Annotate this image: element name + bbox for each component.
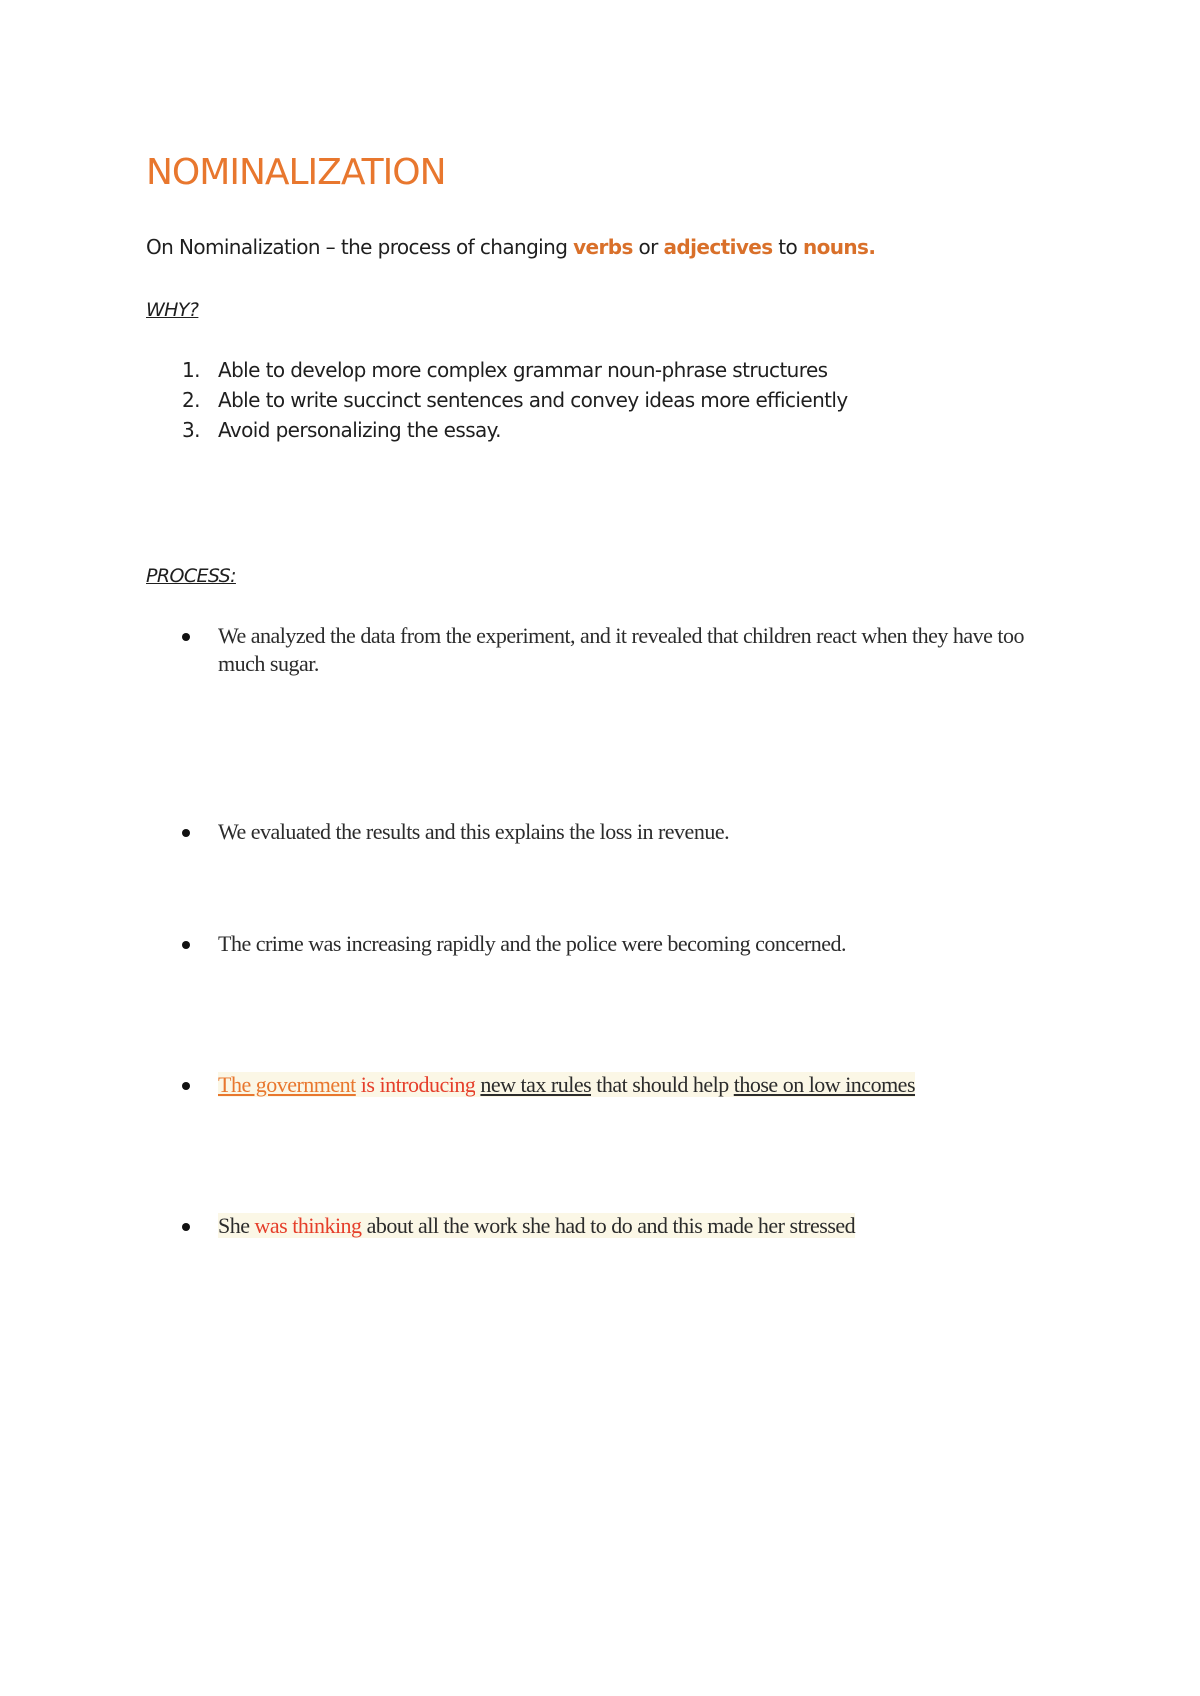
bullet-dot-icon bbox=[182, 1082, 190, 1090]
intro-prefix: On Nominalization – the process of changing bbox=[146, 235, 574, 259]
process-bullet-4 bbox=[182, 1071, 915, 1099]
bullet-text bbox=[218, 1071, 915, 1099]
noun-phrase-subject: The government bbox=[218, 1072, 356, 1097]
list-item bbox=[146, 355, 848, 385]
bullet-dot-icon bbox=[182, 941, 190, 949]
intro-to: to bbox=[772, 235, 803, 259]
process-bullet-5 bbox=[182, 1212, 855, 1240]
list-item bbox=[146, 415, 848, 445]
bullet-dot-icon bbox=[182, 633, 190, 641]
list-number: 1. bbox=[182, 358, 200, 382]
intro-sentence bbox=[146, 235, 875, 259]
verb-phrase: is introducing bbox=[360, 1072, 476, 1097]
noun-phrase-beneficiary: those on low incomes bbox=[733, 1072, 916, 1097]
text-segment: that should help bbox=[591, 1072, 734, 1097]
process-heading: PROCESS: bbox=[146, 565, 236, 587]
page-title: NOMINALIZATION bbox=[146, 152, 446, 193]
intro-adjectives: adjectives bbox=[663, 235, 773, 259]
bullet-text: The crime was increasing rapidly and the police were becoming concerned. bbox=[218, 931, 846, 956]
bullet-dot-icon bbox=[182, 1223, 190, 1231]
list-text: Able to write succinct sentences and convey ideas more efficiently bbox=[218, 388, 848, 412]
list-number: 3. bbox=[182, 418, 200, 442]
bullet-text bbox=[218, 1212, 855, 1240]
why-list bbox=[146, 355, 848, 445]
intro-verbs: verbs bbox=[573, 235, 633, 259]
list-number: 2. bbox=[182, 388, 200, 412]
list-text: Able to develop more complex grammar noun-phrase structures bbox=[218, 358, 828, 382]
bullet-text: We analyzed the data from the experiment, and it revealed that children react when they have too much sugar. bbox=[218, 623, 1025, 676]
bullet-dot-icon bbox=[182, 829, 190, 837]
bullet-text: We evaluated the results and this explains the loss in revenue. bbox=[218, 819, 730, 844]
verb-phrase: was thinking bbox=[254, 1213, 362, 1238]
intro-nouns: nouns. bbox=[802, 235, 876, 259]
process-bullet-2 bbox=[182, 818, 729, 846]
why-heading: WHY? bbox=[146, 299, 199, 321]
process-bullet-1 bbox=[182, 622, 1042, 678]
text-segment: She bbox=[218, 1213, 255, 1238]
noun-phrase-object: new tax rules bbox=[480, 1072, 592, 1097]
process-bullet-3 bbox=[182, 930, 846, 958]
list-item bbox=[146, 385, 848, 415]
list-text: Avoid personalizing the essay. bbox=[218, 418, 501, 442]
intro-or: or bbox=[632, 235, 664, 259]
text-segment: about all the work she had to do and this made her stressed bbox=[361, 1213, 856, 1238]
